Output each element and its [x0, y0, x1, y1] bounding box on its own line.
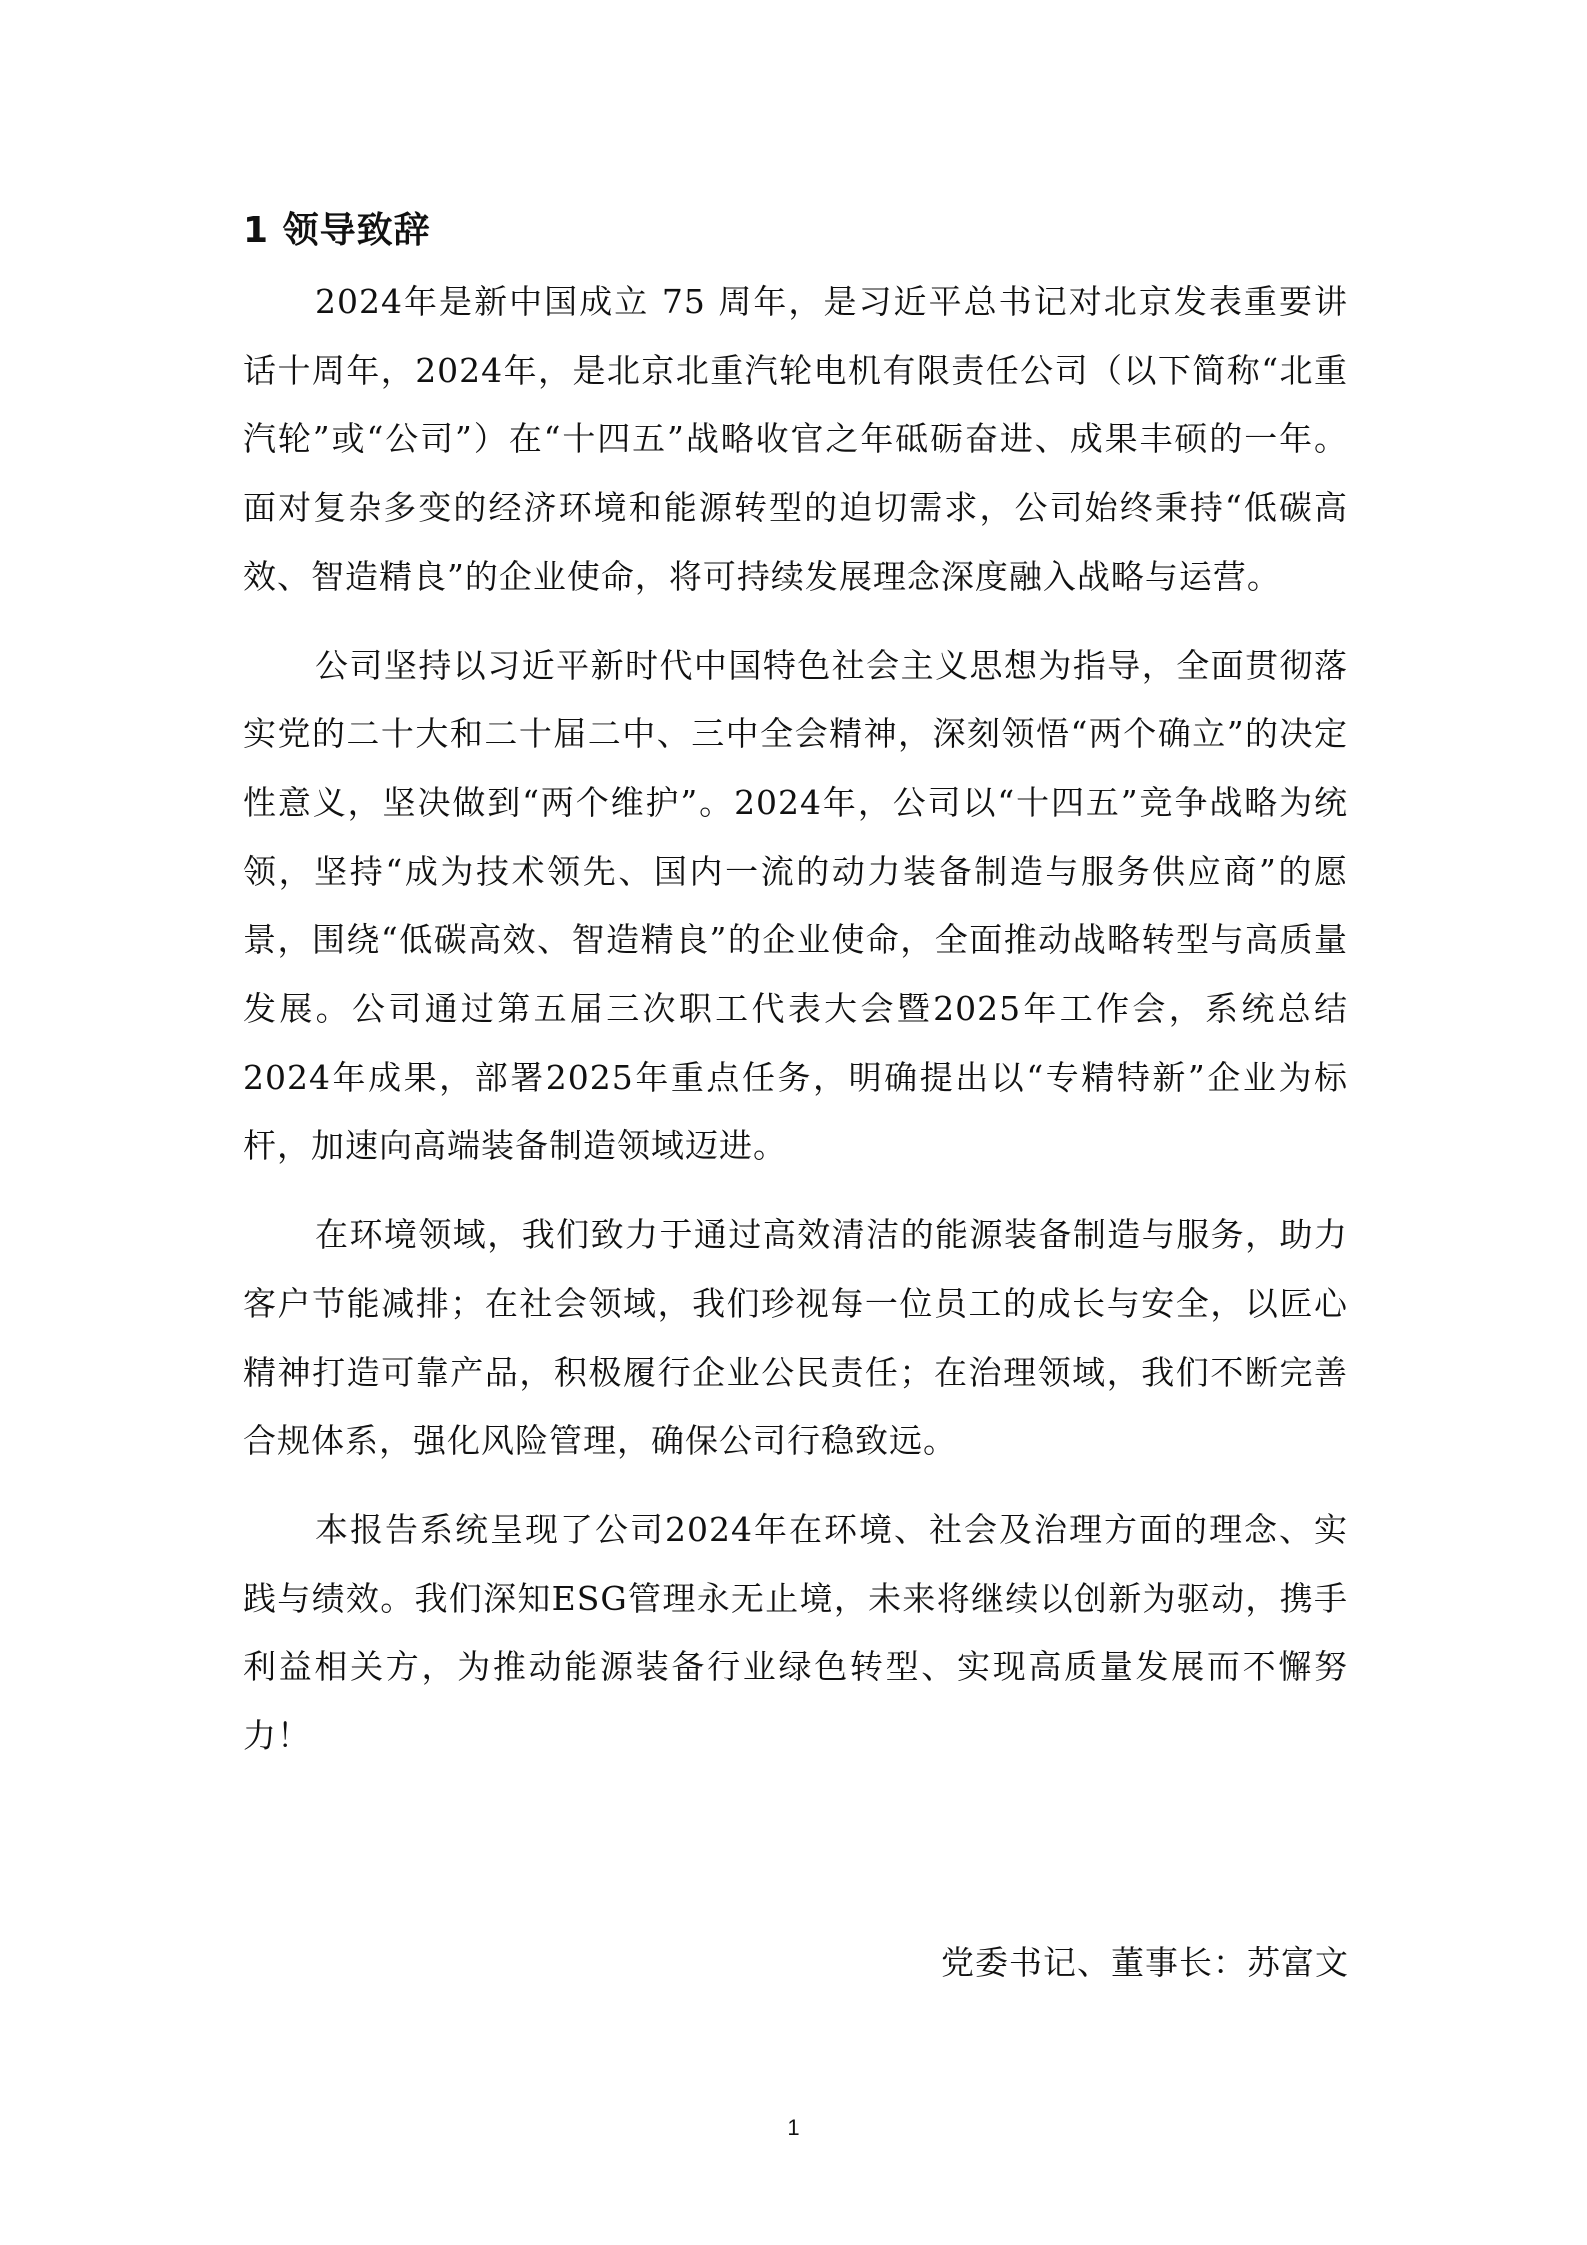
paragraph-2: 公司坚持以习近平新时代中国特色社会主义思想为指导，全面贯彻落实党的二十大和二十届二中、三中全会精神，深刻领悟“两个确立”的决定性意义，坚决做到“两个维护”。2024年，公司以“十四五”竞争战略为统领，坚持“成为技术领先、国内一流的动力装备制造与服务供应商”的愿景，围绕“低碳高效、智造精良”的企业使命，全面推动战略转型与高质量发展。公司通过第五届三次职工代表大会暨2025年工作会，系统总结2024年成果，部署2025年重点任务，明确提出以“专精特新”企业为标杆，加速向高端装备制造领域迈进。	[243, 645, 1348, 1166]
paragraph-3: 在环境领域，我们致力于通过高效清洁的能源装备制造与服务，助力客户节能减排；在社会领域，我们珍视每一位员工的成长与安全，以匠心精神打造可靠产品，积极履行企业公民责任；在治理领域，我们不断完善合规体系，强化风险管理，确保公司行稳致远。	[243, 1215, 1348, 1461]
signature-line: 党委书记、董事长：苏富文	[941, 1943, 1349, 1982]
section-title: 1 领导致辞	[243, 210, 431, 251]
paragraph-4: 本报告系统呈现了公司2024年在环境、社会及治理方面的理念、实践与绩效。我们深知ESG管理永无止境，未来将继续以创新为驱动，携手利益相关方，为推动能源装备行业绿色转型、实现高质量发展而不懈努力！	[243, 1509, 1348, 1756]
page-number: 1	[787, 2115, 800, 2140]
speech-body	[243, 268, 1348, 1791]
paragraph-1: 2024年是新中国成立 75 周年，是习近平总书记对北京发表重要讲话十周年，2024年，是北京北重汽轮电机有限责任公司（以下简称“北重汽轮”或“公司”）在“十四五”战略收官之年砥砺奋进、成果丰硕的一年。面对复杂多变的经济环境和能源转型的迫切需求，公司始终秉持“低碳高效、智造精良”的企业使命，将可持续发展理念深度融入战略与运营。	[243, 282, 1348, 596]
